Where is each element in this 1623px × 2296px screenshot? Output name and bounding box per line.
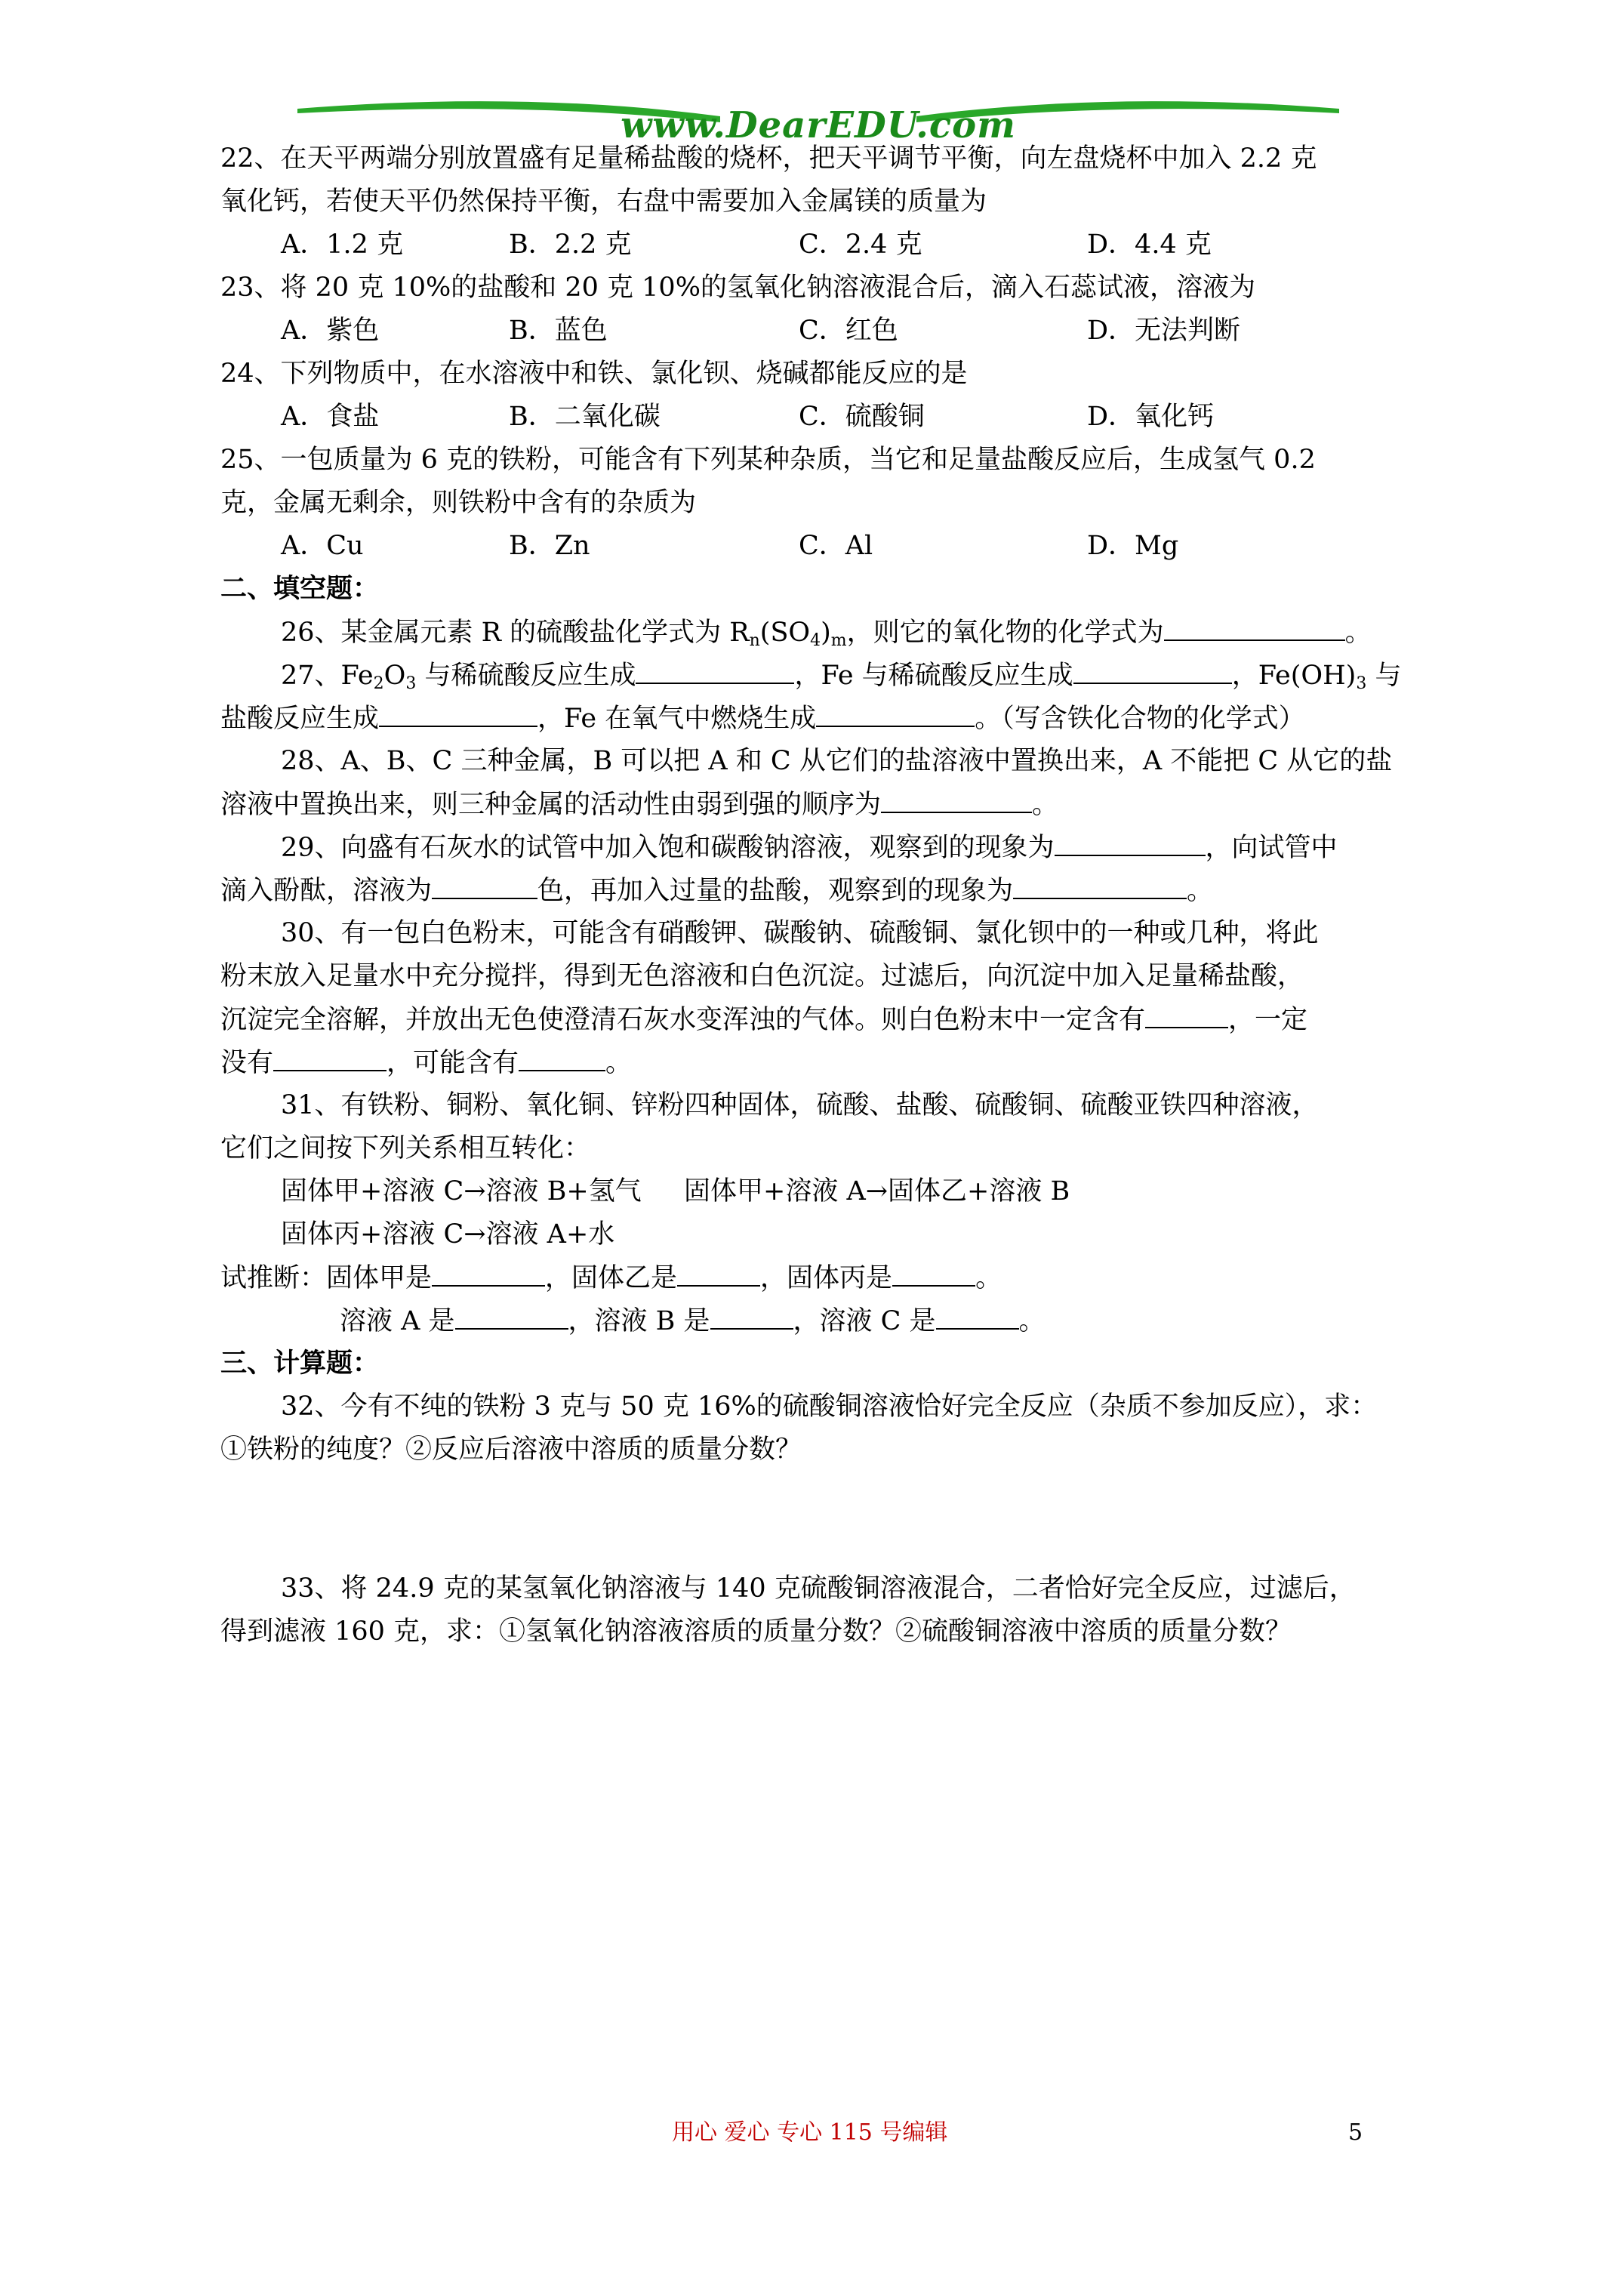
q31-inference-line2: 溶液 A 是 ，溶液 B 是 ，溶液 C 是 。 <box>340 1302 1046 1339</box>
q29-blank-3[interactable] <box>1013 872 1187 899</box>
q31-blank-solid-b[interactable] <box>677 1259 760 1287</box>
q30-line3: 沉淀完全溶解，并放出无色使澄清石灰水变浑浊的气体。则白色粉末中一定含有 ，一定 <box>220 1001 1307 1038</box>
q29-blank-2[interactable] <box>432 872 537 899</box>
q22-option-a: A．1.2 克 <box>281 230 404 260</box>
q27-blank-3[interactable] <box>379 700 537 727</box>
q25-option-c: C．Al <box>799 531 873 561</box>
q33-line2: 得到滤液 160 克，求：①氢氧化钠溶液溶质的质量分数？②硫酸铜溶液中溶质的质量分数？ <box>220 1616 1292 1647</box>
footer-editor-note: 用心 爱心 专心 115 号编辑 <box>672 2119 948 2146</box>
q31-equation-3: 固体丙+溶液 C→溶液 A+水 <box>281 1219 615 1250</box>
q25-option-a: A．Cu <box>281 531 364 561</box>
q22-line2: 氧化钙，若使天平仍然保持平衡，右盘中需要加入金属镁的质量为 <box>220 186 987 217</box>
q27-blank-2[interactable] <box>1073 657 1232 684</box>
q25-option-d: D．Mg <box>1087 531 1179 561</box>
q23-line1: 23、将 20 克 10%的盐酸和 20 克 10%的氢氧化钠溶液混合后，滴入石蕊试液，溶液为 <box>220 273 1255 303</box>
section-calculation-heading: 三、计算题： <box>220 1348 380 1379</box>
q27-line2: 盐酸反应生成 ，Fe 在氧气中燃烧生成 。（写含铁化合物的化学式） <box>220 700 1305 737</box>
q24-line1: 24、下列物质中，在水溶液中和铁、氯化钡、烧碱都能反应的是 <box>220 359 968 389</box>
q28-blank[interactable] <box>881 786 1032 813</box>
q23-option-c: C．红色 <box>799 316 898 346</box>
q30-line4: 没有 ，可能含有 。 <box>220 1044 632 1081</box>
q31-blank-solution-c[interactable] <box>936 1302 1019 1330</box>
q30-blank-2[interactable] <box>273 1044 387 1071</box>
q23-option-d: D．无法判断 <box>1087 316 1241 346</box>
q26-line: 26、某金属元素 R 的硫酸盐化学式为 $R_n(SO_4)_m$，则它的氧化物的化学式为 。 <box>281 614 1372 651</box>
q22-option-b: B．2.2 克 <box>509 230 632 260</box>
q29-line1: 29、向盛有石灰水的试管中加入饱和碳酸钠溶液，观察到的现象为 ，向试管中 <box>281 829 1338 866</box>
q24-option-c: C．硫酸铜 <box>799 402 925 432</box>
q24-option-b: B．二氧化碳 <box>509 402 661 432</box>
q24-option-d: D．氧化钙 <box>1087 402 1215 432</box>
q22-line1: 22、在天平两端分别放置盛有足量稀盐酸的烧杯，把天平调节平衡，向左盘烧杯中加入 2.2 克 <box>220 143 1317 174</box>
q25-option-b: B．Zn <box>509 531 590 561</box>
q31-blank-solid-c[interactable] <box>892 1259 975 1287</box>
q30-line1: 30、有一包白色粉末，可能含有硝酸钾、碳酸钠、硫酸铜、氯化钡中的一种或几种，将此 <box>281 918 1319 948</box>
q26-blank[interactable] <box>1164 614 1345 641</box>
q27-blank-4[interactable] <box>816 700 975 727</box>
q32-line1: 32、今有不纯的铁粉 3 克与 50 克 16%的硫酸铜溶液恰好完全反应（杂质不参加反应），求： <box>281 1391 1378 1422</box>
q27-line1: 27、$Fe_2O_3$ 与稀硫酸反应生成 ，Fe 与稀硫酸反应生成 ，$Fe(OH)_3$ 与 <box>281 657 1401 694</box>
q31-equation-2: 固体甲+溶液 A→固体乙+溶液 B <box>684 1176 1070 1207</box>
q28-line2: 溶液中置换出来，则三种金属的活动性由弱到强的顺序为 。 <box>220 786 1058 823</box>
q29-line2: 滴入酚酞，溶液为 色，再加入过量的盐酸，观察到的现象为 。 <box>220 872 1213 909</box>
q31-blank-solid-a[interactable] <box>432 1259 545 1287</box>
q31-line2: 它们之间按下列关系相互转化： <box>220 1133 591 1163</box>
section-fill-in-heading: 二、填空题： <box>220 573 380 604</box>
q28-line1: 28、A、B、C 三种金属，B 可以把 A 和 C 从它们的盐溶液中置换出来，A 不能把 C 从它的盐 <box>281 746 1393 776</box>
q29-blank-1[interactable] <box>1055 829 1206 856</box>
q25-line2: 克，金属无剩余，则铁粉中含有的杂质为 <box>220 488 697 518</box>
q33-line1: 33、将 24.9 克的某氢氧化钠溶液与 140 克硫酸铜溶液混合，二者恰好完全反应，过滤后， <box>281 1573 1356 1604</box>
q27-blank-1[interactable] <box>636 657 794 684</box>
q23-option-b: B．蓝色 <box>509 316 608 346</box>
q30-blank-3[interactable] <box>519 1044 605 1071</box>
q23-option-a: A．紫色 <box>281 316 380 346</box>
q22-option-c: C．2.4 克 <box>799 230 922 260</box>
q30-line2: 粉末放入足量水中充分搅拌，得到无色溶液和白色沉淀。过滤后，向沉淀中加入足量稀盐酸， <box>220 961 1304 991</box>
q31-equation-1: 固体甲+溶液 C→溶液 B+氢气 <box>281 1176 642 1207</box>
q31-line1: 31、有铁粉、铜粉、氧化铜、锌粉四种固体，硫酸、盐酸、硫酸铜、硫酸亚铁四种溶液， <box>281 1090 1319 1120</box>
logo-text: www.DearEDU.com <box>621 104 1016 146</box>
q31-inference-line1: 试推断：固体甲是 ，固体乙是 ，固体丙是 。 <box>220 1259 1002 1296</box>
q31-blank-solution-b[interactable] <box>710 1302 793 1330</box>
q32-line2: ①铁粉的纯度？②反应后溶液中溶质的质量分数？ <box>220 1435 802 1465</box>
q31-blank-solution-a[interactable] <box>455 1302 568 1330</box>
page-number: 5 <box>1348 2119 1363 2146</box>
q22-option-d: D．4.4 克 <box>1087 230 1212 260</box>
q24-option-a: A．食盐 <box>281 402 380 432</box>
q25-line1: 25、一包质量为 6 克的铁粉，可能含有下列某种杂质，当它和足量盐酸反应后，生成氢气 0.2 <box>220 445 1316 475</box>
q30-blank-1[interactable] <box>1145 1001 1228 1028</box>
